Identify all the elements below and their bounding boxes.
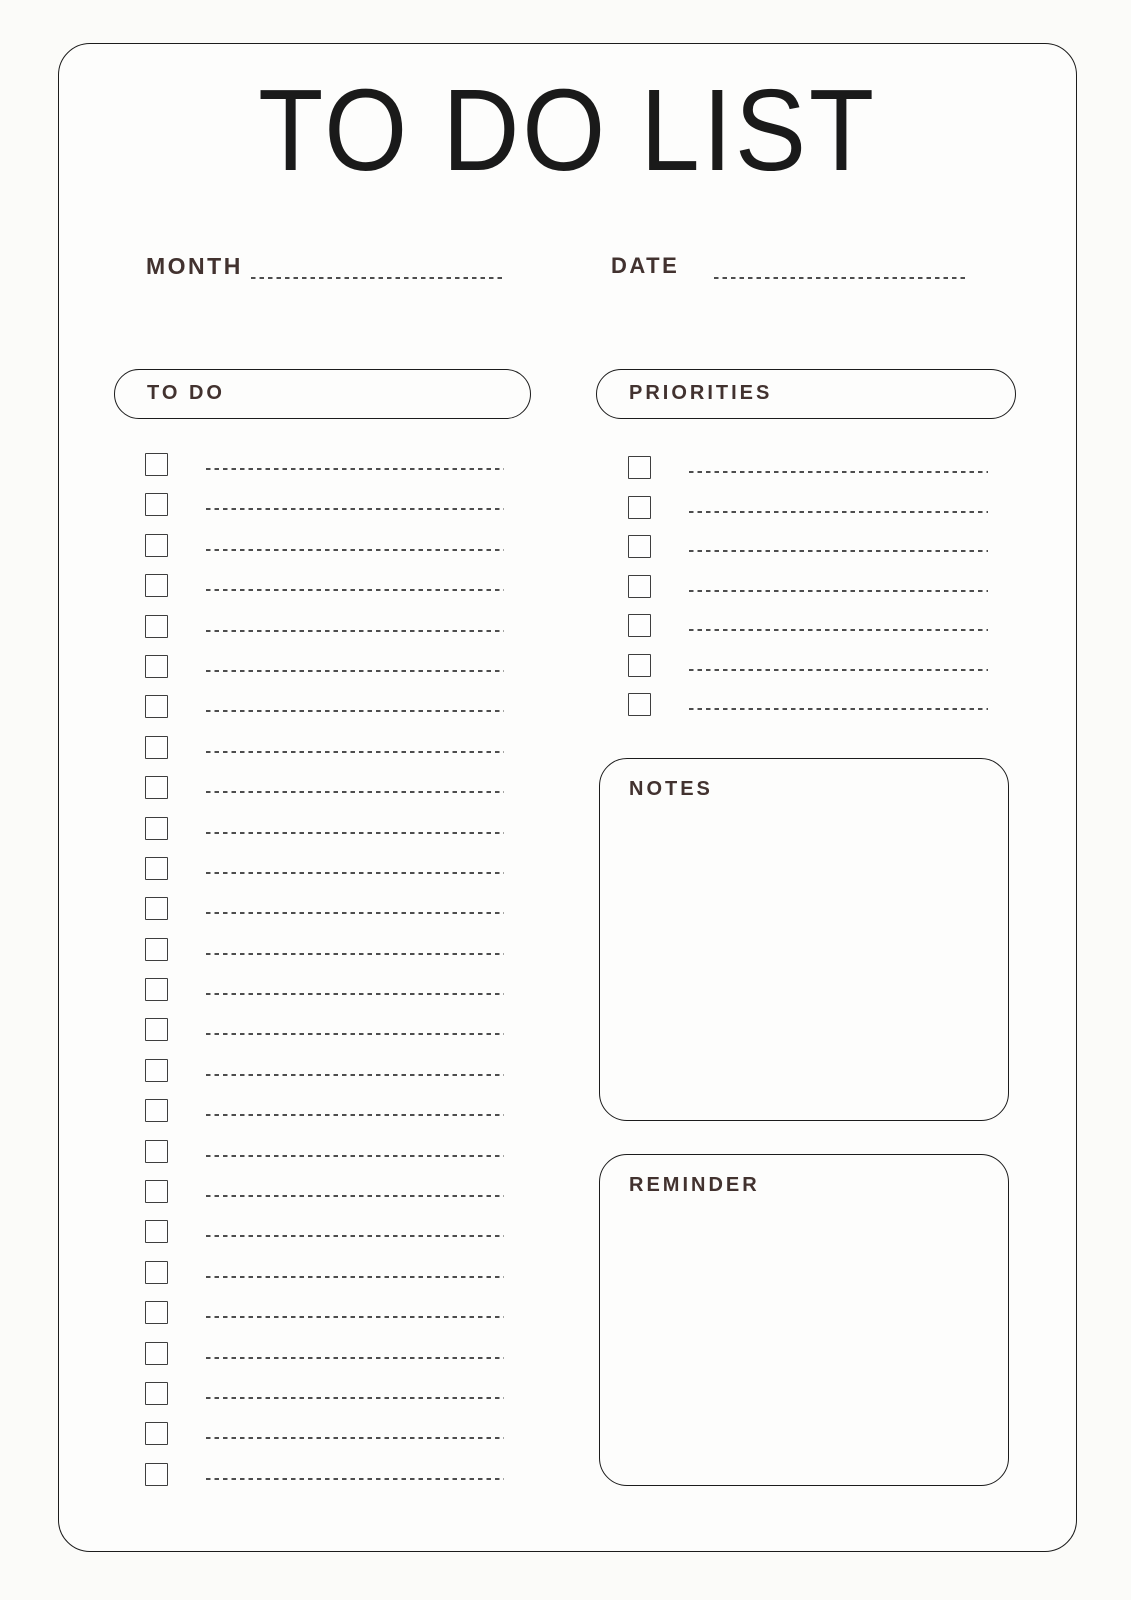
todo-checkbox[interactable] <box>145 1422 168 1445</box>
priorities-list <box>628 456 988 733</box>
notes-label: NOTES <box>629 778 713 800</box>
todo-row <box>145 574 504 614</box>
todo-checkbox[interactable] <box>145 695 168 718</box>
todo-entry-line[interactable] <box>206 993 504 995</box>
todo-list <box>145 453 504 1503</box>
todo-row <box>145 817 504 857</box>
priority-entry-line[interactable] <box>689 511 988 513</box>
todo-entry-line[interactable] <box>206 1074 504 1076</box>
todo-checkbox[interactable] <box>145 938 168 961</box>
page-title: TO DO LIST <box>258 65 877 195</box>
todo-row <box>145 776 504 816</box>
todo-checkbox[interactable] <box>145 1180 168 1203</box>
todo-checkbox[interactable] <box>145 817 168 840</box>
todo-checkbox[interactable] <box>145 493 168 516</box>
todo-row <box>145 897 504 937</box>
todo-entry-line[interactable] <box>206 468 504 470</box>
todo-row <box>145 493 504 533</box>
priority-checkbox[interactable] <box>628 614 651 637</box>
todo-checkbox[interactable] <box>145 1099 168 1122</box>
todo-entry-line[interactable] <box>206 1478 504 1480</box>
todo-entry-line[interactable] <box>206 1437 504 1439</box>
todo-row <box>145 615 504 655</box>
reminder-label: REMINDER <box>629 1174 760 1196</box>
priority-checkbox[interactable] <box>628 535 651 558</box>
todo-row <box>145 655 504 695</box>
todo-checkbox[interactable] <box>145 978 168 1001</box>
todo-row <box>145 1301 504 1341</box>
todo-checkbox[interactable] <box>145 736 168 759</box>
todo-entry-line[interactable] <box>206 1195 504 1197</box>
todo-row <box>145 1382 504 1422</box>
priority-checkbox[interactable] <box>628 496 651 519</box>
todo-checkbox[interactable] <box>145 1140 168 1163</box>
todo-checkbox[interactable] <box>145 1342 168 1365</box>
todo-entry-line[interactable] <box>206 1276 504 1278</box>
todo-entry-line[interactable] <box>206 953 504 955</box>
todo-entry-line[interactable] <box>206 751 504 753</box>
reminder-box <box>599 1154 1009 1486</box>
todo-row <box>145 1180 504 1220</box>
priority-entry-line[interactable] <box>689 708 988 710</box>
todo-row <box>145 978 504 1018</box>
todo-entry-line[interactable] <box>206 549 504 551</box>
date-input-line[interactable] <box>714 277 966 279</box>
todo-entry-line[interactable] <box>206 832 504 834</box>
todo-entry-line[interactable] <box>206 1357 504 1359</box>
priorities-section-header <box>596 369 1016 419</box>
todo-row <box>145 534 504 574</box>
priority-entry-line[interactable] <box>689 629 988 631</box>
priority-row <box>628 575 988 615</box>
priority-checkbox[interactable] <box>628 456 651 479</box>
todo-checkbox[interactable] <box>145 1018 168 1041</box>
todo-section-header <box>114 369 531 419</box>
todo-section-label: TO DO <box>147 382 225 404</box>
todo-checkbox[interactable] <box>145 655 168 678</box>
notes-box <box>599 758 1009 1121</box>
priority-entry-line[interactable] <box>689 669 988 671</box>
todo-row <box>145 1342 504 1382</box>
todo-entry-line[interactable] <box>206 872 504 874</box>
todo-entry-line[interactable] <box>206 710 504 712</box>
todo-entry-line[interactable] <box>206 1397 504 1399</box>
priority-row <box>628 535 988 575</box>
todo-entry-line[interactable] <box>206 1155 504 1157</box>
todo-row <box>145 453 504 493</box>
todo-entry-line[interactable] <box>206 670 504 672</box>
todo-checkbox[interactable] <box>145 897 168 920</box>
priority-row <box>628 496 988 536</box>
priority-entry-line[interactable] <box>689 471 988 473</box>
todo-row <box>145 1261 504 1301</box>
todo-entry-line[interactable] <box>206 1114 504 1116</box>
priority-checkbox[interactable] <box>628 575 651 598</box>
todo-entry-line[interactable] <box>206 791 504 793</box>
todo-checkbox[interactable] <box>145 615 168 638</box>
notes-content-area[interactable] <box>612 807 996 1108</box>
priority-checkbox[interactable] <box>628 654 651 677</box>
priority-row <box>628 456 988 496</box>
todo-checkbox[interactable] <box>145 1301 168 1324</box>
todo-entry-line[interactable] <box>206 1033 504 1035</box>
todo-checkbox[interactable] <box>145 857 168 880</box>
month-input-line[interactable] <box>251 277 506 279</box>
priority-row <box>628 614 988 654</box>
todo-entry-line[interactable] <box>206 1235 504 1237</box>
todo-row <box>145 938 504 978</box>
reminder-content-area[interactable] <box>612 1203 996 1473</box>
todo-checkbox[interactable] <box>145 1220 168 1243</box>
todo-row <box>145 857 504 897</box>
todo-row <box>145 1059 504 1099</box>
todo-entry-line[interactable] <box>206 912 504 914</box>
todo-row <box>145 1018 504 1058</box>
priority-row <box>628 654 988 694</box>
priority-entry-line[interactable] <box>689 550 988 552</box>
todo-checkbox[interactable] <box>145 1463 168 1486</box>
priority-checkbox[interactable] <box>628 693 651 716</box>
date-label: DATE <box>611 253 680 278</box>
todo-row <box>145 695 504 735</box>
todo-checkbox[interactable] <box>145 453 168 476</box>
month-label: MONTH <box>146 253 243 279</box>
todo-entry-line[interactable] <box>206 589 504 591</box>
todo-checkbox[interactable] <box>145 1059 168 1082</box>
todo-entry-line[interactable] <box>206 1316 504 1318</box>
todo-checkbox[interactable] <box>145 1382 168 1405</box>
todo-row <box>145 1463 504 1503</box>
todo-checkbox[interactable] <box>145 534 168 557</box>
priority-entry-line[interactable] <box>689 590 988 592</box>
todo-row <box>145 1422 504 1462</box>
planner-card <box>58 43 1077 1552</box>
todo-row <box>145 1099 504 1139</box>
todo-checkbox[interactable] <box>145 574 168 597</box>
todo-entry-line[interactable] <box>206 508 504 510</box>
todo-entry-line[interactable] <box>206 630 504 632</box>
priorities-section-label: PRIORITIES <box>629 382 773 404</box>
priority-row <box>628 693 988 733</box>
todo-row <box>145 736 504 776</box>
todo-checkbox[interactable] <box>145 1261 168 1284</box>
todo-row <box>145 1140 504 1180</box>
todo-checkbox[interactable] <box>145 776 168 799</box>
todo-row <box>145 1220 504 1260</box>
